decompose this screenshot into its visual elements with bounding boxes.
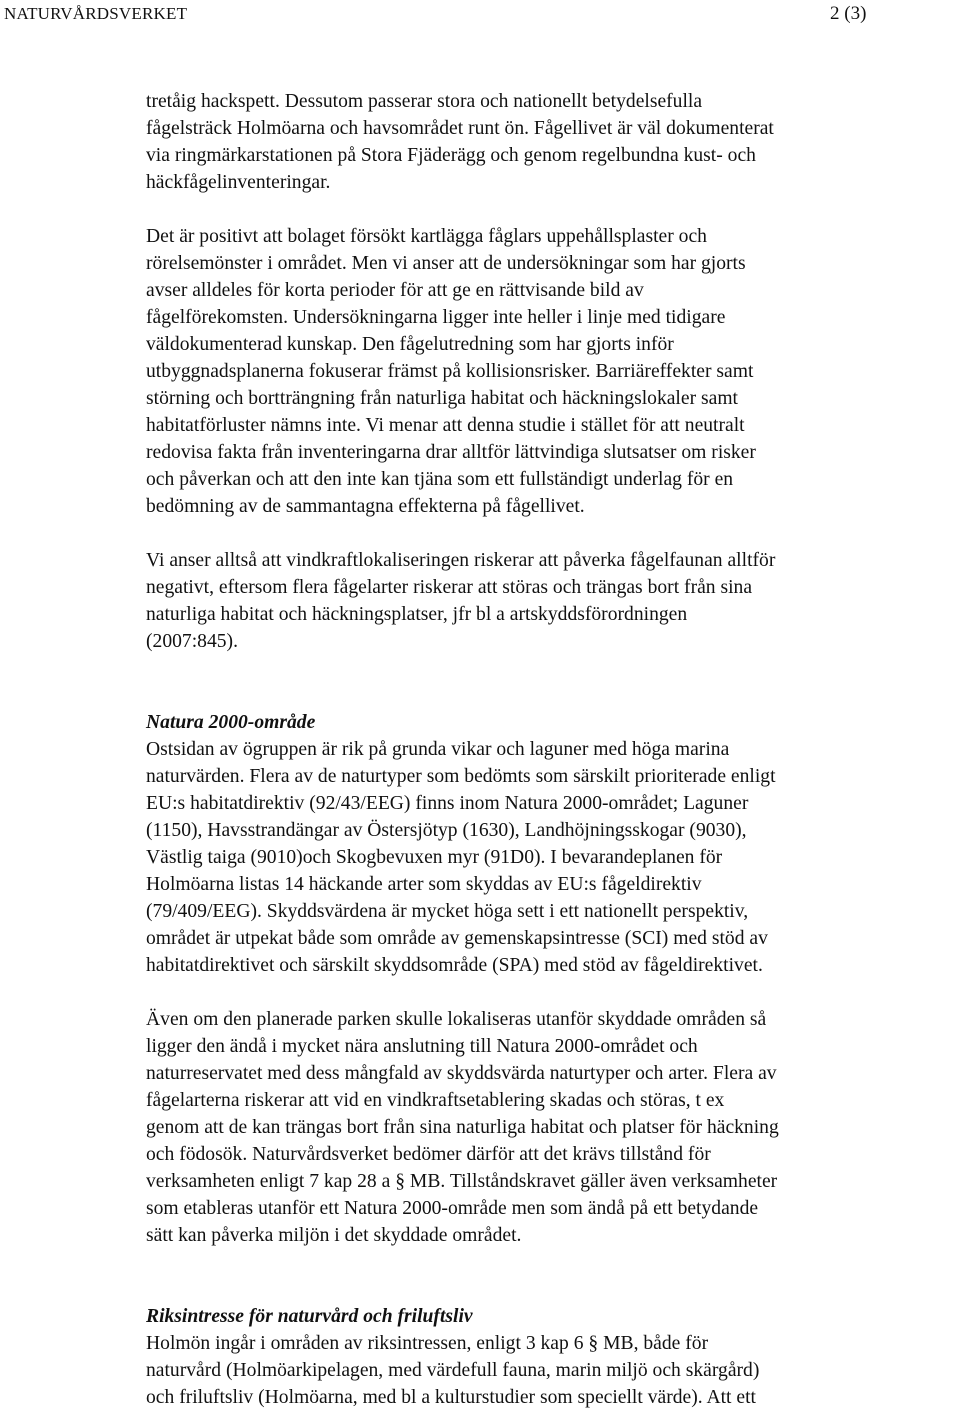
text-line: fågelarterna riskerar att vid en vindkraftsetablering skadas och störas, t ex xyxy=(146,1090,725,1111)
text-line: och födosök. Naturvårdsverket bedömer därför att det krävs tillstånd för xyxy=(146,1144,711,1165)
section-riksintresse xyxy=(146,1303,926,1411)
text-line: habitatförluster nämns inte. Vi menar att denna studie i stället för att neutralt xyxy=(146,415,745,436)
section-heading: Riksintresse för naturvård och friluftsliv xyxy=(146,1306,473,1327)
text-line: verksamheten enligt 7 kap 28 a § MB. Tillståndskravet gäller även verksamheter xyxy=(146,1171,778,1192)
section-natura xyxy=(146,709,926,1249)
text-line: genom att de kan trängas bort från sina naturliga habitat och platser för häckning xyxy=(146,1117,779,1138)
text-line: Även om den planerade parken skulle lokaliseras utanför skyddade områden så xyxy=(146,1009,767,1030)
organization-header: NATURVÅRDSVERKET xyxy=(4,4,188,23)
text-line: som etableras utanför ett Natura 2000-område men som ändå på ett betydande xyxy=(146,1198,759,1219)
text-line: via ringmärkarstationen på Stora Fjäderägg och genom regelbundna kust- och xyxy=(146,145,756,166)
paragraph-3 xyxy=(146,547,926,655)
text-line: (2007:845). xyxy=(146,631,238,652)
text-line: avser alldeles för korta perioder för att ge en rättvisande bild av xyxy=(146,280,644,301)
paragraph-natura-2 xyxy=(146,1006,926,1249)
paragraph-2 xyxy=(146,223,926,520)
text-line: ligger den ändå i mycket nära anslutning till Natura 2000-området och xyxy=(146,1036,698,1057)
document-body xyxy=(146,88,926,1411)
text-line: fågelförekomsten. Undersökningarna ligger inte heller i linje med tidigare xyxy=(146,307,726,328)
text-line: störning och bortträngning från naturliga habitat och häckningslokaler samt xyxy=(146,388,739,409)
text-line: Holmön ingår i områden av riksintressen, enligt 3 kap 6 § MB, både för xyxy=(146,1333,709,1354)
text-line: Holmöarna listas 14 häckande arter som skyddas av EU:s fågeldirektiv xyxy=(146,874,702,895)
text-line: Vi anser alltså att vindkraftlokaliseringen riskerar att påverka fågelfaunan alltför xyxy=(146,550,776,571)
text-line: rörelsemönster i området. Men vi anser att de undersökningar som har gjorts xyxy=(146,253,746,274)
text-line: naturreservatet med dess mångfald av skyddsvärda naturtyper och arter. Flera av xyxy=(146,1063,777,1084)
section-heading: Natura 2000-område xyxy=(146,712,316,733)
text-line: naturvärden. Flera av de naturtyper som bedömts som särskilt prioriterade enligt xyxy=(146,766,776,787)
text-line: Västlig taiga (9010)och Skogbevuxen myr (91D0). I bevarandeplanen för xyxy=(146,847,723,868)
text-line: naturliga habitat och häckningsplatser, jfr bl a artskyddsförordningen xyxy=(146,604,688,625)
text-line: EU:s habitatdirektiv (92/43/EEG) finns inom Natura 2000-området; Laguner xyxy=(146,793,749,814)
text-line: Det är positivt att bolaget försökt kartlägga fåglars uppehållsplaster och xyxy=(146,226,707,247)
text-line: (79/409/EEG). Skyddsvärdena är mycket höga sett i ett nationellt perspektiv, xyxy=(146,901,749,922)
text-line: habitatdirektivet och särskilt skyddsområde (SPA) med stöd av fågeldirektivet. xyxy=(146,955,763,976)
text-line: tretåig hackspett. Dessutom passerar stora och nationellt betydelsefulla xyxy=(146,91,703,112)
text-line: utbyggnadsplanerna fokuserar främst på kollisionsrisker. Barriäreffekter samt xyxy=(146,361,754,382)
text-line: sätt kan påverka miljön i det skyddade området. xyxy=(146,1225,522,1246)
text-line: redovisa fakta från inventeringarna drar alltför lättvindiga slutsatser om risker xyxy=(146,442,756,463)
text-line: häckfågelinventeringar. xyxy=(146,172,331,193)
text-line: och påverkan och att den inte kan tjäna som ett fullständigt underlag för en xyxy=(146,469,734,490)
text-line: (1150), Havsstrandängar av Östersjötyp (1630), Landhöjningsskogar (9030), xyxy=(146,820,747,841)
text-line: väldokumenterad kunskap. Den fågelutredning som har gjorts inför xyxy=(146,334,674,355)
text-line: och friluftsliv (Holmöarna, med bl a kulturstudier som speciellt värde). Att ett xyxy=(146,1387,756,1408)
text-line: naturvård (Holmöarkipelagen, med värdefull fauna, marin miljö och skärgård) xyxy=(146,1360,760,1381)
text-line: fågelsträck Holmöarna och havsområdet runt ön. Fågellivet är väl dokumenterat xyxy=(146,118,774,139)
text-line: negativt, eftersom flera fågelarter riskerar att störas och trängas bort från sina xyxy=(146,577,753,598)
text-line: området är utpekat både som område av gemenskapsintresse (SCI) med stöd av xyxy=(146,928,768,949)
page-number: 2 (3) xyxy=(830,3,867,24)
paragraph-natura-1 xyxy=(146,736,926,979)
text-line: Ostsidan av ögruppen är rik på grunda vikar och laguner med höga marina xyxy=(146,739,730,760)
text-line: bedömning av de sammantagna effekterna på fågellivet. xyxy=(146,496,585,517)
paragraph-1 xyxy=(146,88,926,196)
